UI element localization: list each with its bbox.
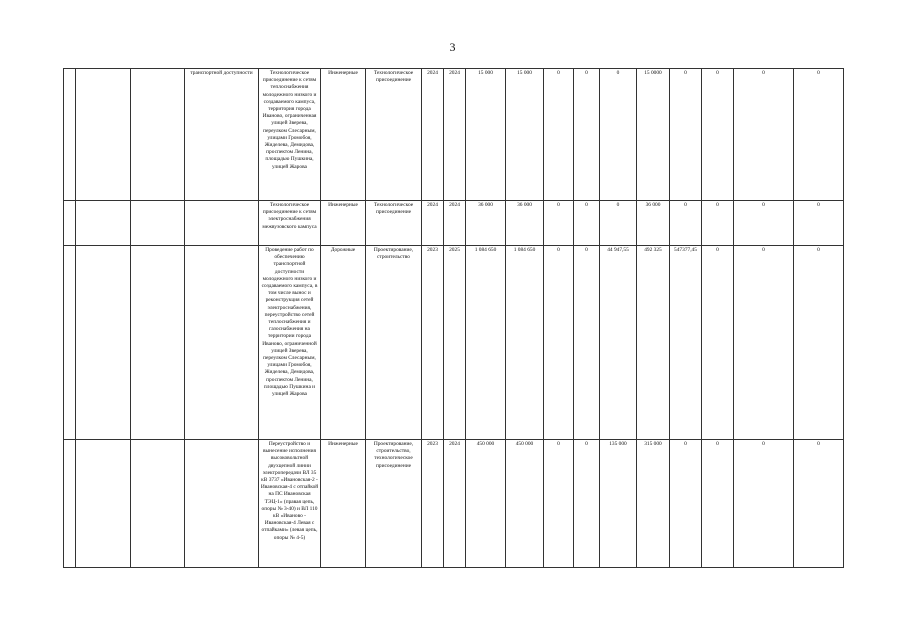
- cell-start-year: 2023: [422, 440, 444, 568]
- cell-blank: [64, 246, 76, 440]
- cell-value: 0: [702, 69, 734, 201]
- cell-value: 1 084 650: [506, 246, 544, 440]
- cell-work-type: Проектирование, строительство: [366, 246, 422, 440]
- cell-category: Инженерные: [321, 440, 366, 568]
- cell-end-year: 2025: [444, 246, 466, 440]
- cell-value: 0: [702, 246, 734, 440]
- cell-value: 0: [574, 201, 600, 246]
- cell-value: 0: [670, 69, 702, 201]
- cell-value: 450 000: [506, 440, 544, 568]
- cell-value: 0: [734, 69, 794, 201]
- cell-value: 0: [600, 69, 637, 201]
- cell-blank: [76, 246, 131, 440]
- cell-purpose: [185, 201, 259, 246]
- cell-value: 15 000: [466, 69, 506, 201]
- cell-description: Технологическое присоединение к сетям электроснабжения межвузовского кампуса: [259, 201, 321, 246]
- cell-blank: [76, 69, 131, 201]
- cell-value: 0: [734, 201, 794, 246]
- cell-blank: [64, 201, 76, 246]
- cell-work-type: Проектирование, строительство, технологическое присоединение: [366, 440, 422, 568]
- cell-category: Дорожные: [321, 246, 366, 440]
- cell-value: 450 000: [466, 440, 506, 568]
- cell-value: 0: [734, 246, 794, 440]
- cell-end-year: 2024: [444, 440, 466, 568]
- cell-purpose: [185, 440, 259, 568]
- cell-value: 0: [544, 201, 574, 246]
- cell-value: 0: [734, 440, 794, 568]
- cell-value: 0: [544, 69, 574, 201]
- cell-work-type: Технологическое присоединение: [366, 69, 422, 201]
- cell-work-type: Технологическое присоединение: [366, 201, 422, 246]
- cell-value: 36 000: [637, 201, 670, 246]
- table-row: [64, 69, 844, 201]
- table-row: [64, 440, 844, 568]
- cell-value: 135 000: [600, 440, 637, 568]
- cell-purpose: [185, 246, 259, 440]
- cell-description: Технологическое присоединение к сетям теплоснабжения молодежного низкого и создаваемого кампуса, территория города Иваново, ограниченная улицей Зверева, переулком Слесарным, улицами Громобоя, Жиделева, Демидова, проспектом Ленина, площадью Пушкина, улицей Жарова: [259, 69, 321, 201]
- cell-blank: [131, 440, 185, 568]
- cell-blank: [64, 69, 76, 201]
- cell-value: 36 000: [506, 201, 544, 246]
- cell-category: Инженерные: [321, 69, 366, 201]
- cell-value: 0: [670, 201, 702, 246]
- cell-blank: [131, 69, 185, 201]
- cell-start-year: 2023: [422, 246, 444, 440]
- cell-value: 315 000: [637, 440, 670, 568]
- cell-value: 492 325: [637, 246, 670, 440]
- cell-value: 547377,45: [670, 246, 702, 440]
- cell-value: 0: [544, 440, 574, 568]
- cell-value: 1 084 650: [466, 246, 506, 440]
- cell-description: Проведение работ по обеспечению транспортной доступности молодежного низкого и создаваемого кампуса, в том числе вынос и реконструкция сетей электроснабжения, переустройство сетей теплоснабжения и газоснабжения на территории города Иваново, ограниченной улицей Зверева, переулком Слесарным, улицами Громобоя, Жиделева, Демидова, проспектом Ленина, площадью Пушкина и улицей Жарова: [259, 246, 321, 440]
- cell-value: 0: [794, 201, 844, 246]
- table-row: [64, 201, 844, 246]
- cell-value: 36 000: [466, 201, 506, 246]
- cell-start-year: 2024: [422, 69, 444, 201]
- cell-blank: [131, 201, 185, 246]
- cell-end-year: 2024: [444, 201, 466, 246]
- cell-blank: [64, 440, 76, 568]
- cell-value: 0: [574, 246, 600, 440]
- cell-start-year: 2024: [422, 201, 444, 246]
- cell-value: 0: [670, 440, 702, 568]
- cell-value: 15 000: [506, 69, 544, 201]
- table-row: [64, 246, 844, 440]
- cell-value: 0: [574, 440, 600, 568]
- cell-category: Инженерные: [321, 201, 366, 246]
- project-table: [63, 68, 844, 568]
- page-number: 3: [449, 40, 456, 54]
- cell-value: 0: [794, 246, 844, 440]
- cell-value: 15 0000: [637, 69, 670, 201]
- cell-value: 0: [544, 246, 574, 440]
- cell-value: 0: [794, 440, 844, 568]
- cell-end-year: 2024: [444, 69, 466, 201]
- cell-description: Переустройство и вынесение исполнения высоковольтной двухцепной линии электропередачи ВЛ 35 кВ 3737 «Ивановская-2 - Ивановская-4 с отпайкой на ПС Ивановская ТЭЦ-1» (правая цепь, опоры № 3-40) и ВЛ 110 кВ «Иваново - Ивановская-4 Левая с отпайками» (левая цепь, опоры № 4-5): [259, 440, 321, 568]
- cell-value: 44 947,55: [600, 246, 637, 440]
- cell-value: 0: [574, 69, 600, 201]
- cell-value: 0: [600, 201, 637, 246]
- cell-blank: [76, 440, 131, 568]
- cell-blank: [76, 201, 131, 246]
- cell-value: 0: [702, 201, 734, 246]
- cell-purpose: транспортной доступности: [185, 69, 259, 201]
- cell-value: 0: [702, 440, 734, 568]
- cell-value: 0: [794, 69, 844, 201]
- cell-blank: [131, 246, 185, 440]
